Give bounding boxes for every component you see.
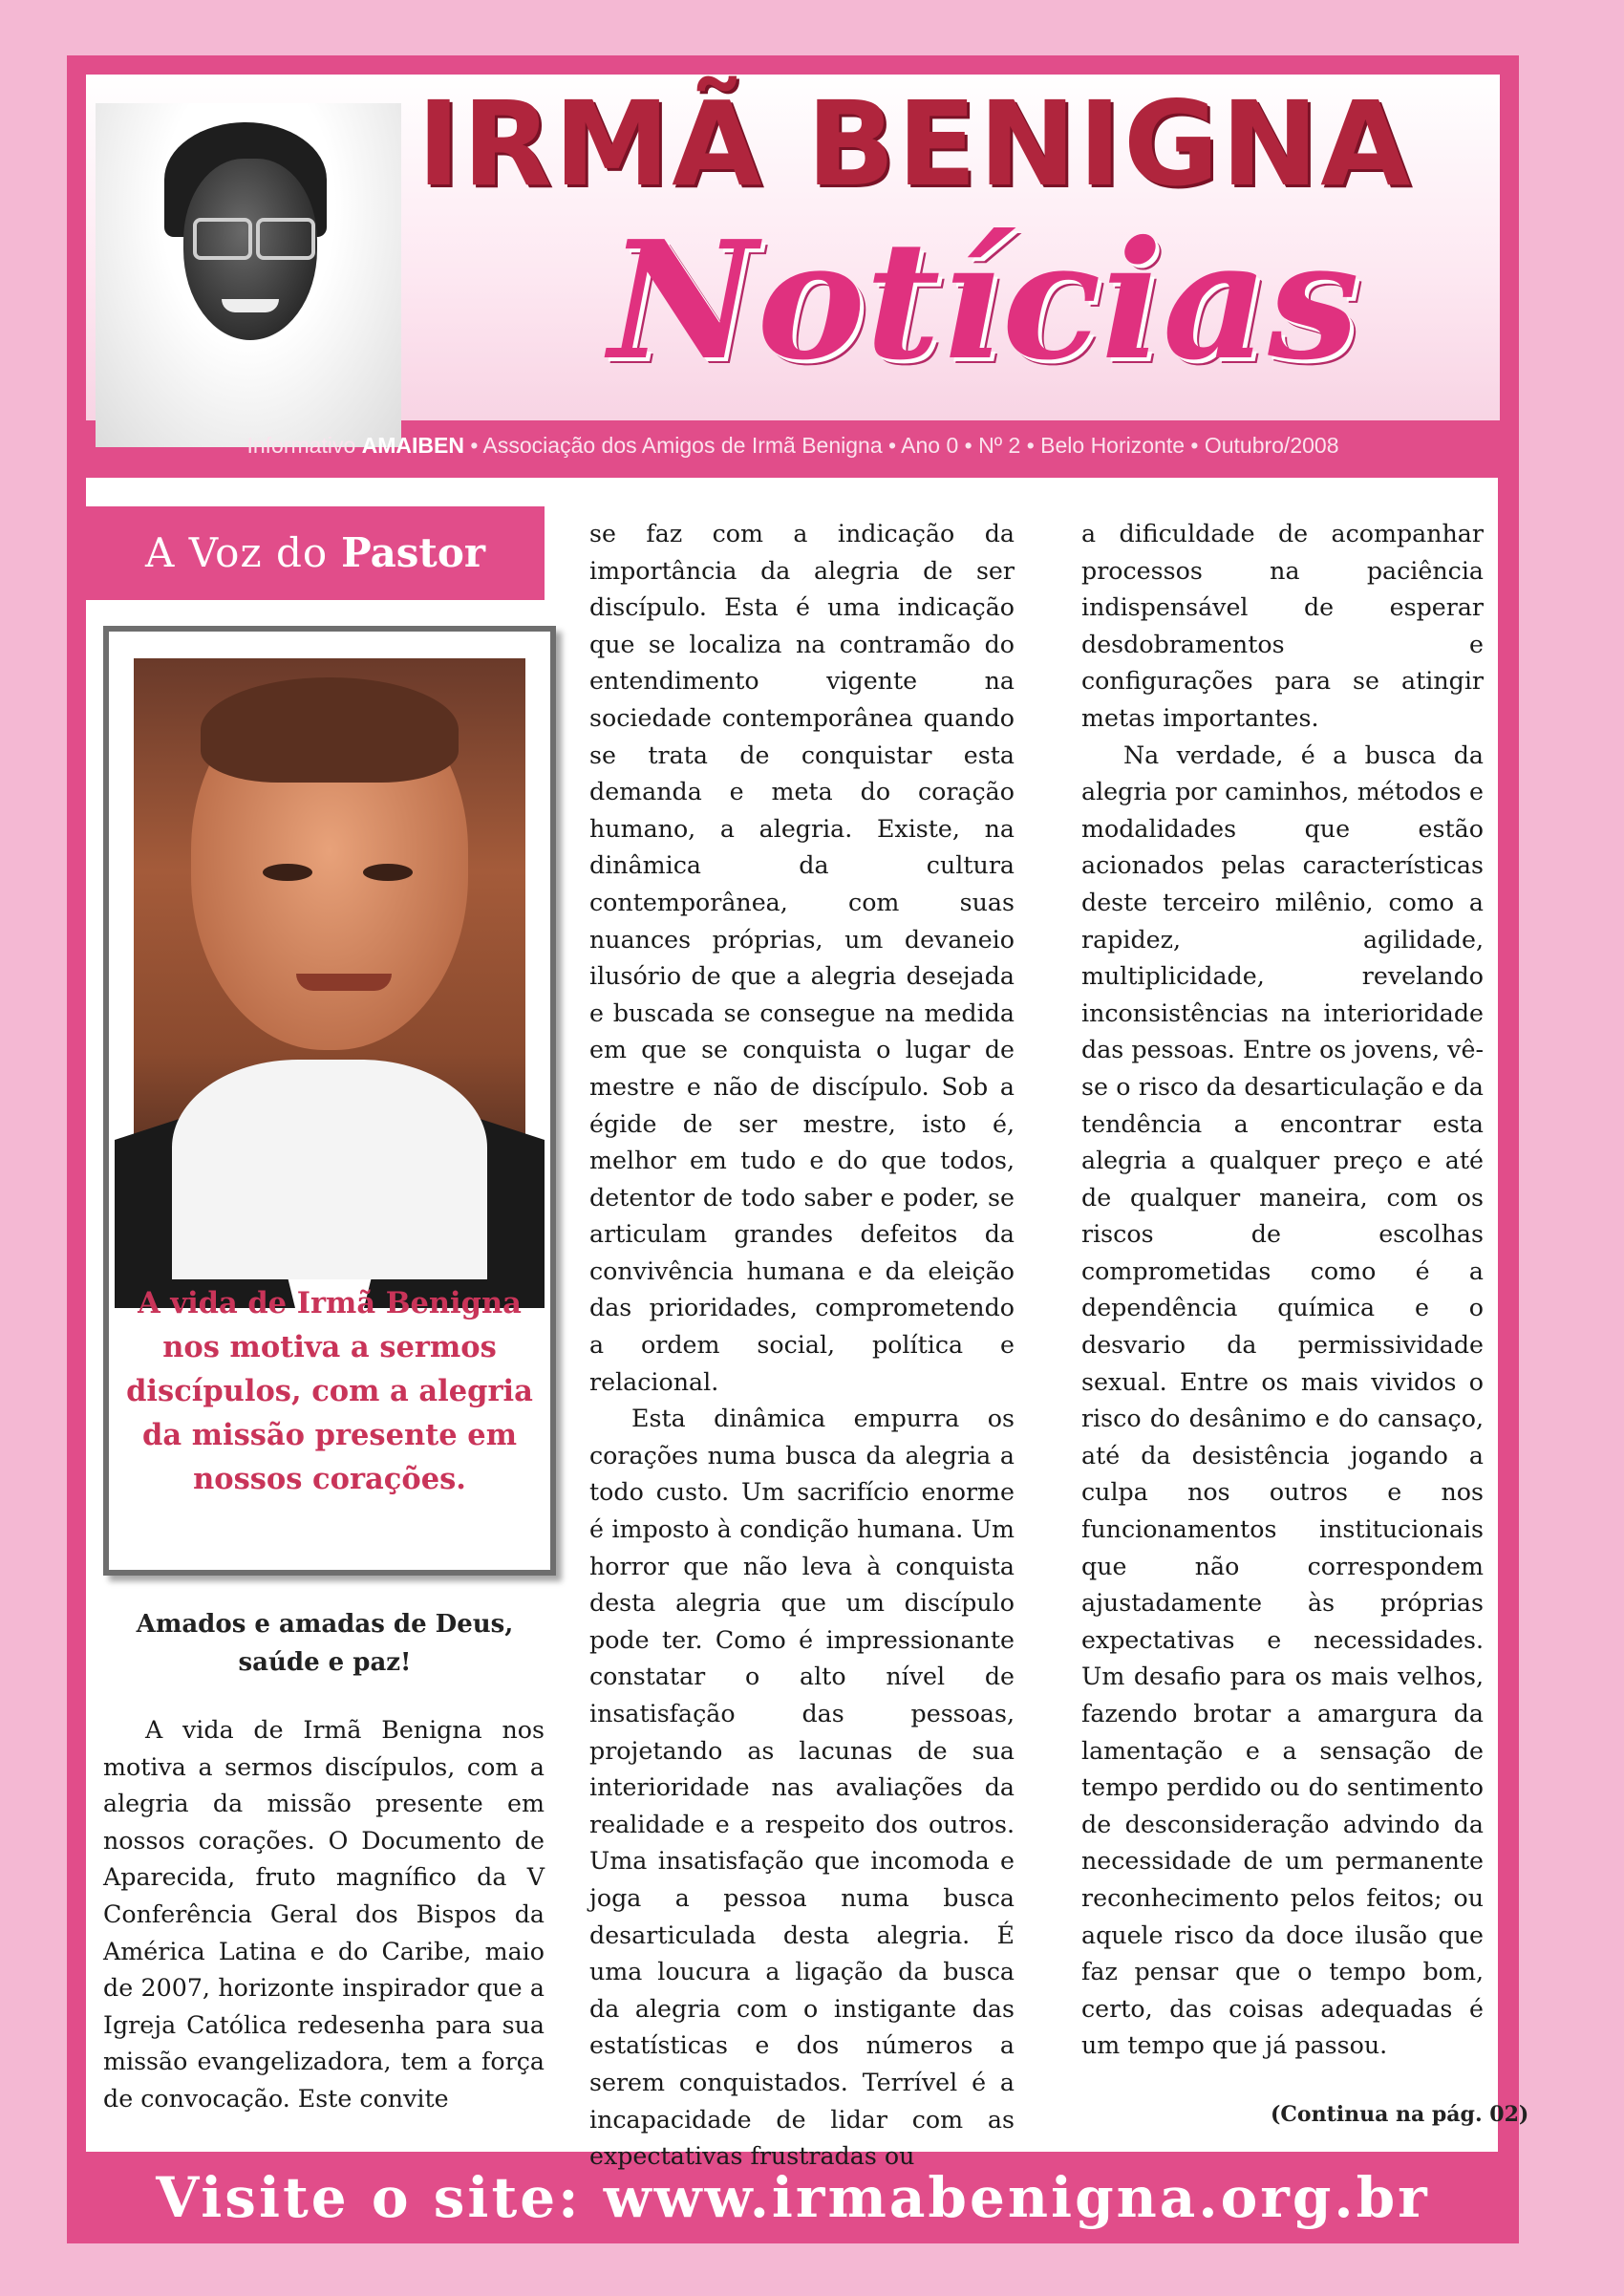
greeting-line1: Amados e amadas de Deus, [136,1610,514,1639]
article-column-2 [589,516,1015,2171]
pull-quote: A vida de Irmã Benigna nos motiva a sermos discípulos, com a alegria da missão presente em nossos corações. [126,1286,533,1496]
greeting [124,1605,525,1682]
greeting-line2: saúde e paz! [238,1648,412,1677]
article-paragraph: Esta dinâmica empurra os corações numa busca da alegria a todo custo. Um sacrifício enorme é imposto à condição humana. Um horror que não leva à conquista desta alegria que um discípulo pode ter. Como é impressionante constatar o alto nível de insatisfação das pessoas, projetando as lacunas de sua interioridade nas avaliações da realidade e a respeito dos outros. Uma insatisfação que incomoda e joga a pessoa numa busca desarticulada desta alegria. É uma loucura a ligação da busca da alegria com o instigante das estatísticas e dos números a serem conquistados. Terrível é a incapacidade de lidar com as expectativas frustradas ou [589,1405,1015,2171]
content-area [86,478,1529,2171]
subtitle-rest: • Associação dos Amigos de Irmã Benigna • Ano 0 • Nº 2 • Belo Horizonte • Outubro/2008 [470,433,1339,458]
pastor-photo-box [103,626,556,1576]
section-heading [86,506,545,600]
section-heading-part2: Pastor [341,529,485,576]
subtitle-org: AMAIBEN [361,433,464,458]
article-paragraph: A vida de Irmã Benigna nos motiva a sermos discípulos, com a alegria da missão presente em nossos corações. O Documento de Aparecida, fruto magnífico da V Conferência Geral dos Bispos da América Latina e do Caribe, maio de 2007, horizonte inspirador que a Igreja Católica redesenha para sua missão evangelizadora, tem a força de convocação. Este convite [103,1716,545,2113]
subtitle-prefix: Informativo [246,433,356,458]
masthead-script-title: Notícias [609,205,1359,397]
continued-note: (Continua na pág. 02) [1271,2102,1529,2127]
article-paragraph: a dificuldade de acompanhar processos na paciência indispensável de esperar desdobramentos e configurações para se atingir metas importantes. [1081,520,1484,732]
pastor-photo [134,658,525,1265]
article-column-3 [1081,516,1484,2060]
section-heading-part1: A Voz do [145,529,329,576]
article-paragraph: Na verdade, é a busca da alegria por caminhos, métodos e modalidades que estão acionados pelas características deste terceiro milênio, como a rapidez, agilidade, multiplicidade, revelando inconsistências na interioridade das pessoas. Entre os jovens, vê-se o risco da desarticulação e da tendência a encontrar esta alegria a qualquer preço e até de qualquer maneira, com os riscos de escolhas comprometidas como é a dependência química e o desvario da permissividade sexual. Entre os mais vividos o risco do desânimo e do cansaço, até da desistência jogando a culpa nos outros e nos funcionamentos institucionais que não correspondem ajustadamente às próprias expectativas e necessidades. Um desafio para os mais velhos, fazendo brotar a amargura da lamentação e a sensação de tempo perdido ou do sentimento de desconsideração advindo da necessidade de um permanente reconhecimento pelos feitos; ou aquele risco da doce ilusão que faz pensar que o tempo bom, certo, das coisas adequadas é um tempo que já passou. [1081,740,1484,2060]
article-paragraph: se faz com a indicação da importância da alegria de ser discípulo. Esta é uma indicação que se localiza na contramão do entendimento vigente na sociedade contemporânea quando se trata de conquistar esta demanda e meta do coração humano, a alegria. Existe, na dinâmica da cultura contemporânea, com suas nuances próprias, um devaneio ilusório de que a alegria desejada e buscada se consegue na medida em que se conquista o lugar de mestre e não de discípulo. Sob a égide de ser mestre, isto é, melhor em tudo e do que todos, detentor de todo saber e poder, se articulam grandes defeitos da convivência humana e da eleição das prioridades, comprometendo a ordem social, política e relacional. [589,520,1015,1396]
footer-website: Visite o site: www.irmabenigna.org.br [156,2165,1430,2230]
article-column-1 [103,1712,545,2113]
masthead-subtitle [86,433,1500,459]
masthead-title: IRMÃ BENIGNA [417,76,1413,212]
